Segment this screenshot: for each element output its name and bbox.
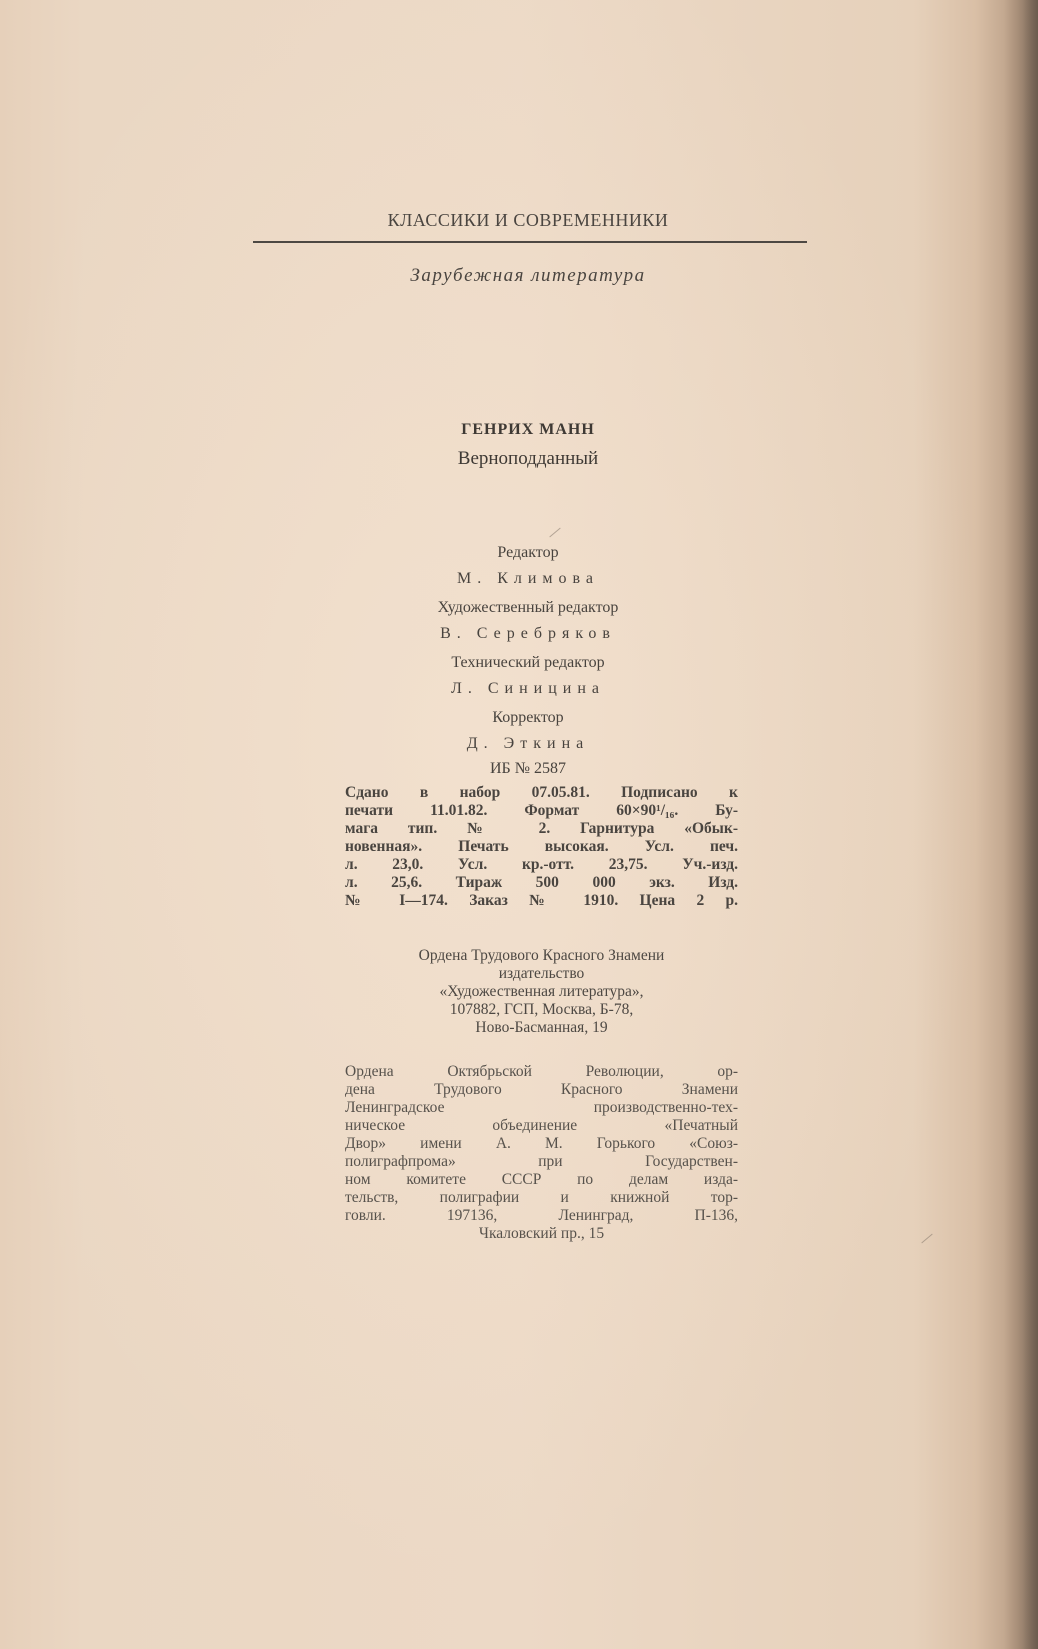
publisher-line: Ново-Басманная, 19 [475,1019,608,1036]
credit-name: Д. Эткина [466,735,590,752]
publisher-line: «Художественная литература», [439,983,644,1000]
paper-speck [921,1234,932,1244]
printer-line: ническое объединение «Печатный [345,1117,738,1134]
printer-line: Ленинградское производственно-тех- [345,1099,738,1116]
credit-name: Л. Синицина [451,680,605,697]
credit-role: Редактор [497,544,559,561]
credit-role: Художественный редактор [437,599,619,616]
publisher-block [345,947,738,1037]
series-rule [253,241,807,243]
imprint-line: новенная». Печать высокая. Усл. печ. [345,838,738,855]
imprint-line: Сдано в набор 07.05.81. Подписано к [345,784,738,801]
author-name: ГЕНРИХ МАНН [461,421,595,438]
paper-speck [549,528,560,538]
printer-line: полиграфпрома» при Государствен- [345,1153,738,1170]
credit-role: Технический редактор [451,654,605,671]
imprint-line: № I—174. Заказ № 1910. Цена 2 р. [345,892,738,909]
book-title: Верноподданный [457,448,599,469]
printer-line: Двор» имени А. М. Горького «Союз- [345,1135,738,1152]
printer-line: Чкаловский пр., 15 [478,1225,605,1242]
printer-block [345,1063,738,1243]
series-title: КЛАССИКИ И СОВРЕМЕННИКИ [387,210,669,230]
imprint-line: л. 23,0. Усл. кр.-отт. 23,75. Уч.-изд. [345,856,738,873]
ib-number: ИБ № 2587 [489,760,566,777]
credit-role: Корректор [492,709,564,726]
imprint-line: печати 11.01.82. Формат 60×90¹/₁₆. Бу- [345,802,738,819]
imprint-line: мага тип. № 2. Гарнитура «Обык- [345,820,738,837]
credits-block [252,540,804,757]
credit-name: В. Серебряков [440,625,616,642]
printer-line: говли. 197136, Ленинград, П-136, [345,1207,738,1224]
imprint-block [345,784,738,910]
printer-line: дена Трудового Красного Знамени [345,1081,738,1098]
credit-name: М. Климова [456,570,599,587]
printer-line: ном комитете СССР по делам изда- [345,1171,738,1188]
page-gutter-shadow [1004,0,1038,1649]
publisher-line: 107882, ГСП, Москва, Б-78, [449,1001,634,1018]
publisher-line: Ордена Трудового Красного Знамени [418,947,665,964]
subseries-title: Зарубежная литература [410,265,646,286]
imprint-line: л. 25,6. Тираж 500 000 экз. Изд. [345,874,738,891]
publisher-line: издательство [498,965,585,982]
printer-line: Ордена Октябрьской Революции, ор- [345,1063,738,1080]
printer-line: тельств, полиграфии и книжной тор- [345,1189,738,1206]
